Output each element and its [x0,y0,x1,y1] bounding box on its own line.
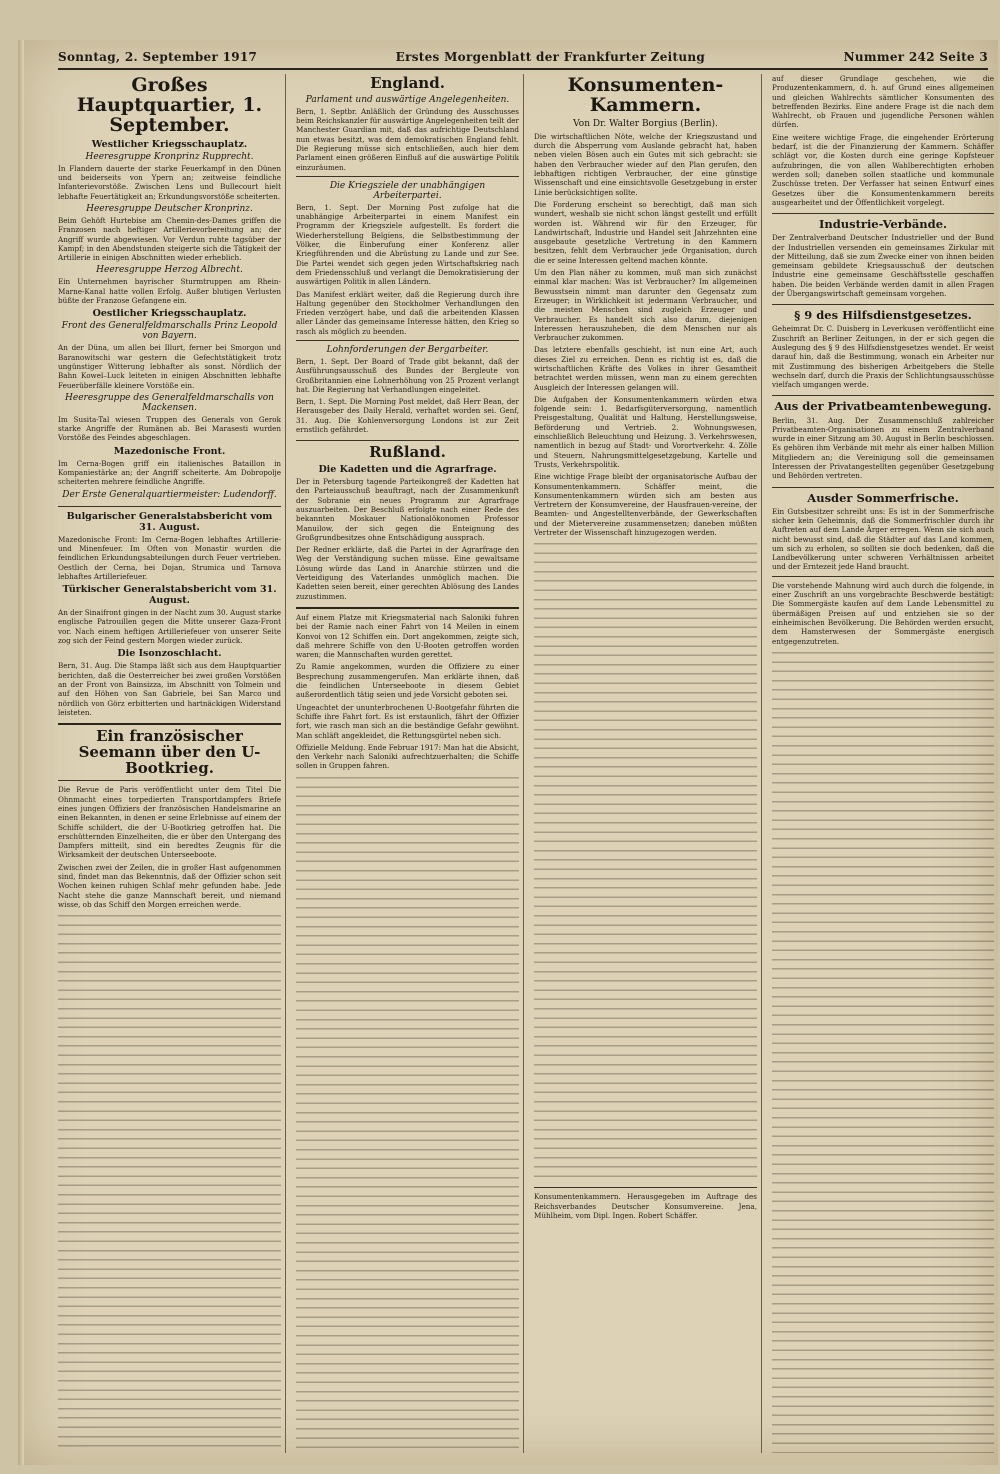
paragraph: Bern, 1. Sept. Der Morning Post zufolge hat die unabhängige Arbeiterpartei in einem Manifest ein Programm der Kriegsziele aufgestellt. Es fordert die Wiederherstellung Belgiens, die Selbstbestimmung der Völker, die Einberufung einer Konferenz aller Kriegführenden und die Abrüstung zu Lande und zur See. Die Partei wendet sich gegen jeden Wirtschaftskrieg nach dem Friedensschluß und verlangt die Demokratisierung der auswärtigen Politik in allen Ländern. [296,202,519,287]
paragraph: Die Aufgaben der Konsumentenkammern würden etwa folgende sein: 1. Bedarfsgüterversorgung, namentlich Preisgestaltung, Qualität und Haltung, Herstellungsweise, Beförderung und Vertrieb. 2. Wohnungswesen, einschließlich Beleuchtung und Heizung. 3. Verkehrswesen, namentlich in bezug auf Stadt- und Vorortverkehr. 4. Zölle und Steuern, Nahrungsmittelgesetzgebung, Kartelle und Trusts, Verkehrspolitik. [534,394,757,469]
article-hauptquartier [58,76,281,500]
masthead-paper: Erstes Morgenblatt der Frankfurter Zeitung [395,50,706,64]
paragraph: An der Düna, um allen bei Illurt, ferner bei Smorgon und Baranowitschi war gestern die Gefechtstätigkeit trotz ungünstiger Witterung lebhafter als sonst. Nördlich der Bahn Kowel–Luck leiteten in einigen Abschnitten lebhafte Feuerüberfälle kleinere Vorstöße ein. [58,343,281,390]
paragraph: Bern, 1. Sept. Die Morning Post meldet, daß Herr Bean, der Herausgeber des Daily Herald, verhaftet worden sei. Genf, 31. Aug. Die Kohlenversorgung Londons ist zur Zeit ernstlich gefährdet. [296,397,519,435]
paragraph: Die vorstehende Mahnung wird auch durch die folgende, in einer Zuschrift an uns vorgebrachte Beschwerde bestätigt: Die Sommergäste kaufen auf dem Lande Lebensmittel zu übermäßigen Preisen auf und entziehen sie so der einheimischen Bevölkerung. Die Behörden werden ersucht, dem Hamsterwesen der Sommergäste energisch entgegenzutreten. [772,580,994,646]
divider [296,176,519,177]
headline-england: England. [370,74,445,92]
headline-konsumenten: Konsumenten-Kammern. [567,74,724,116]
masthead-number: Nummer 242 Seite 3 [843,50,988,64]
text-lines [534,543,757,1183]
paragraph: Ein Gutsbesitzer schreibt uns: Es ist in der Sommerfrische sicher kein Geheimnis, daß die Sommerfrischler durch ihr Auftreten auf dem Lande Ärger erregen. Wenn sie sich auch nicht bewusst sind, daß die Städter auf das Land kommen, um sich zu erholen, so sollten sie doch bedenken, daß die Landbevölkerung unter schweren Verhältnissen arbeitet und der Erntezeit jede Hand braucht. [772,506,994,572]
paragraph: An der Sinaifront gingen in der Nacht zum 30. August starke englische Patrouillen gegen die Mitte unserer Gaza-Front vor. Nach einem heftigen Artilleriefeuer von unserer Seite zog sich der Feind gestern Morgen wieder zurück. [58,608,281,646]
divider [772,576,994,577]
army-group-leopold: Front des Generalfeldmarschalls Prinz Leopold von Bayern. [61,321,278,342]
section-east: Oestlicher Kriegsschauplatz. [92,308,247,320]
article-bulgarian-report [58,511,281,717]
column-3 [534,74,762,1453]
subheadline-kriegsziele: Die Kriegsziele der unabhängigen Arbeiterpartei. [329,180,486,201]
section-west: Westlicher Kriegsschauplatz. [91,138,248,150]
newspaper-page [18,40,998,1465]
army-group-rupprecht: Heeresgruppe Kronprinz Rupprecht. [85,151,254,162]
article-privatbeamte [772,400,994,480]
paragraph: Offizielle Meldung. Ende Februar 1917: Man hat die Absicht, den Verkehr nach Saloniki aufrechtzuerhalten; die Schiffe sollen in Gruppen fahren. [296,742,519,771]
paragraph: Der Redner erklärte, daß die Partei in der Agrarfrage den Weg der Verständigung suchen müsse. Eine gewaltsame Lösung würde das Land in Anarchie stürzen und die Verteidigung des Vaterlandes unmöglich machen. Die Kadetten seien bereit, einer gerechten Ablösung des Landes zuzustimmen. [296,545,519,601]
divider [58,506,281,507]
paragraph: Die Forderung erscheint so berechtigt, daß man sich wundert, weshalb sie nicht schon längst gestellt und erfüllt worden ist. Während wir für den Erzeuger, für Landwirtschaft, Industrie und Handel seit Jahrzehnten eine ausgebaute gesetzliche Vertretung in den Kammern besitzen, fehlt dem Verbraucher jede Organisation, durch die er seine Interessen geltend machen könnte. [534,199,757,265]
paragraph: Um den Plan näher zu kommen, muß man sich zunächst einmal klar machen: Was ist Verbraucher? Im allgemeinen Bewusstsein nimmt man darunter den Gegensatz zum Erzeuger; in Wirklichkeit ist jedermann Verbraucher, und die meisten Menschen sind zugleich Erzeuger und Verbraucher. Es handelt sich also darum, diejenigen Interessen herauszuheben, die dem Menschen nur als Verbraucher zukommen. [534,268,757,343]
paragraph: Zu Ramie angekommen, wurden die Offiziere zu einer Besprechung zusammengerufen. Man erklärte ihnen, daß die feindlichen Unterseeboote in diesem Gebiet außerordentlich tätig seien und jede Vorsicht geboten sei. [296,662,519,700]
headline-hauptquartier: Großes Hauptquartier, 1. September. [76,74,263,136]
headline-industrie: Industrie-Verbände. [818,217,948,232]
divider [296,340,519,341]
article-hilfsdienst [772,309,994,389]
column-2 [296,74,524,1453]
divider [534,1187,757,1188]
paragraph: Eine wichtige Frage bleibt der organisatorische Aufbau der Konsumentenkammern. Schäffer meint, die Konsumentenkammern würden sich am besten aus Vertretern der Konsumvereine, der Hausfrauen-vereine, der Beamten- und Angestelltenverbände, der Gewerkschaften und der Mietervereine zusammensetzen; daneben müßten Vertreter der Wissenschaft hinzugezogen werden. [534,472,757,538]
paragraph: Im Susita-Tal wiesen Truppen des Generals von Gerok starke Angriffe der Rumänen ab. Bei Marasesti wurden Vorstöße des Feindes abgeschlagen. [58,414,281,443]
article-konsumenten-continued [772,74,994,207]
subheadline-kadetten: Die Kadetten und die Agrarfrage. [318,464,497,476]
masthead [58,46,988,70]
column-4 [772,74,998,1453]
article-seemann-continued [296,613,519,771]
divider [296,607,519,609]
headline-russland: Rußland. [369,443,446,462]
headline-bulgarian: Bulgarischer Generalstabsbericht vom 31. August. [66,510,273,533]
paragraph: Eine weitere wichtige Frage, die eingehender Erörterung bedarf, ist die der Finanzierung der Kammern. Schäffer schlägt vor, die Kosten durch eine geringe Kopfsteuer aufzubringen, die von allen Wahlberechtigten erhoben werden soll; daneben sollen staatliche und kommunale Zuschüsse treten. Der Verfasser hat seinen Entwurf eines Gesetzes über die Konsumentenkammern bereits ausgearbeitet und der Öffentlichkeit vorgelegt. [772,132,994,207]
paragraph: Ungeachtet der ununterbrochenen U-Bootgefahr führten die Schiffe ihre Fahrt fort. Es ist erstaunlich, fährt der Offizier fort, wie rasch man sich an die beständige Gefahr gewöhnt. Man schläft angekleidet, die Rettungsgürtel neben sich. [296,702,519,740]
divider [772,304,994,305]
article-industrie [772,218,994,298]
paragraph: Das Manifest erklärt weiter, daß die Regierung durch ihre Haltung gegenüber den Stockholmer Verhandlungen den Frieden verzögert habe, und daß die arbeitenden Klassen aller Länder das gemeinsame Interesse hätten, den Krieg so rasch als möglich zu beenden. [296,289,519,336]
divider [58,780,281,781]
headline-turkish: Türkischer Generalstabsbericht vom 31. August. [62,584,277,607]
paragraph: Zwischen zwei der Zeilen, die in großer Hast aufgenommen sind, findet man das Bekenntnis, daß der Offizier schon seit Wochen keinen ruhigen Schlaf mehr gefunden habe. Jede Nacht stehe die ganze Mannschaft bereit, und niemand wisse, ob das Schiff den Morgen erreichen werde. [58,862,281,909]
army-group-mackensen: Heeresgruppe des Generalfeldmarschalls von Mackensen. [65,392,274,413]
divider [772,213,994,214]
headline-isonzo: Die Isonzoschlacht. [117,648,222,660]
paragraph: Bern, 31. Aug. Die Stampa läßt sich aus dem Hauptquartier berichten, daß die Oesterreicher bei zwei großen Vorstößen an der Front von Bainsizza, im Abschnitt von Tolmein und auf den Höhen von San Gabriele, bei San Marco und nördlich von Görz erbitterten und hartnäckigen Widerstand leisteten. [58,661,281,717]
headline-hilfsdienst: § 9 des Hilfsdienstgesetzes. [794,308,972,323]
paragraph: Das letztere ebenfalls geschieht, ist nun eine Art, auch dieses Ziel zu erreichen. Denn es richtig ist es, daß die wirtschaftlichen Kräfte des Volkes in ihrer Gesamtheit betrachtet werden müssen, wenn man zu einem gerechten Ausgleich der Interessen gelangen will. [534,345,757,392]
paragraph: Die Revue de Paris veröffentlicht unter dem Titel Die Ohnmacht eines torpedierten Transportdampfers Briefe eines jungen Offiziers der französischen Handelsmarine an einen Bekannten, in denen er seine Erlebnisse auf einem der Schiffe schildert, die der U-Bootkrieg getroffen hat. Die erschütternden Einzelheiten, die er über den Untergang des Dampfers mitteilt, sind ein beredtes Zeugnis für die Wirksamkeit der deutschen Unterseeboote. [58,785,281,860]
article-seemann [58,729,281,909]
article-sommerfrische [772,492,994,646]
divider [58,723,281,725]
paragraph: Im Cerna-Bogen griff ein italienisches Bataillon in Kompaniestärke an; der Angriff scheiterte. Am Dobropolje scheiterten mehrere feindliche Angriffe. [58,458,281,487]
paragraph: Mazedonische Front: Im Cerna-Bogen lebhaftes Artillerie- und Minenfeuer. Im Often von Monastir wurden die feindlichen Erkundungsabteilungen durch Feuer vertrieben. Oestlich der Cerna, bei Dojan, Strumica und Tarnova lebhaftes Artilleriefeuer. [58,534,281,581]
paragraph: Die wirtschaftlichen Nöte, welche der Kriegszustand und durch die Absperrung vom Auslande gebracht hat, haben neben vielen Bösen auch ein Gutes mit sich gebracht: sie haben den Verbraucher wieder auf den Plan gerufen, den lebhaftigen richtigen Verbraucher, der eine günstige Wissenschaft und eine einsichtsvolle Gesetzgebung in erster Linie berücksichtigen sollte. [534,131,757,197]
subheadline-lohn: Lohnforderungen der Bergarbeiter. [326,344,489,355]
paragraph: Der Zentralverband Deutscher Industrieller und der Bund der Industriellen versenden ein gemeinsames Zirkular mit der Mitteilung, daß sie zum Zwecke einer von ihnen beiden gemeinsam gebildete Kriegsausschuß der deutschen Industrie eine gemeinsame Geschäftsstelle geschaffen haben. Die beiden Verbände werden damit in allen Fragen der Übergangswirtschaft gemeinsam vorgehen. [772,233,994,298]
text-lines [58,915,281,1453]
paragraph: Bern, 1. Septbr. Anläßlich der Gründung des Ausschusses beim Reichskanzler für auswärtige Angelegenheiten teilt der Manchester Guardian mit, daß das aufrichtige Deutschland nun etwas besitzt, was dem demokratischen England fehlt. Die Regierung müsse sich entschließen, auch hier dem Parlament einen größeren Einfluß auf die auswärtige Politik einzuräumen. [296,106,519,172]
divider [772,487,994,488]
headline-privatbeamte: Aus der Privatbeamtenbewegung. [774,399,992,414]
section-macedonia: Mazedonische Front. [113,445,226,457]
article-konsumenten [534,76,757,537]
paragraph: Beim Gehöft Hurtebise am Chemin-des-Dames griffen die Franzosen nach heftiger Artillerievorbereitung an; der Angriff wurde abgewiesen. Vor Verdun ruhte tagsüber der Kampf; in den Abendstunden steigerte sich die Tätigkeit der Artillerie in einigen Abschnitten wieder erheblich. [58,216,281,263]
army-group-kronprinz: Heeresgruppe Deutscher Kronprinz. [86,204,253,214]
paragraph: Berlin, 31. Aug. Der Zusammenschluß zahlreicher Privatbeamten-Organisationen zu einem Zentralverband wurde in einer Sitzung am 30. August in Berlin beschlossen. Es gehören ihm Verbände mit mehr als einer halben Million Mitgliedern an; die Vereinigung soll die gemeinsamen Interessen der Privatangestellten gegenüber Gesetzgebung und Behörden vertreten. [772,415,994,481]
paragraph: In Flandern dauerte der starke Feuerkampf in den Dünen und beiderseits von Ypern an; zeitweise feindliche Infanterievorstöße. Zwischen Lens und Bullecourt hielt lebhafte Feuertätigkeit an; Erkundungsvorstöße scheiterten. [58,163,281,201]
text-lines [296,777,519,1453]
article-england [296,76,519,434]
divider [296,440,519,441]
paragraph: Geheimrat Dr. C. Duisberg in Leverkusen veröffentlicht eine Zuschrift an Berliner Zeitungen, in der er sich gegen die Auslegung des § 9 des Hilfsdienstgesetzes wendet. Er weist darauf hin, daß die Bestimmung, wonach ein Arbeiter nur mit Zustimmung des bisherigen Arbeitgebers die Stelle wechseln darf, durch die Praxis der Schlichtungsausschüsse vielfach umgangen werde. [772,324,994,390]
columns [58,74,994,1453]
paragraph: auf dieser Grundlage geschehen, wie die Produzentenkammern, d. h. auf Grund eines allgemeinen und gleichen Wahlrechts sämtlicher Konsumenten des betreffenden Bezirks. Eine andere Frage ist die nach dem Wahlrecht, ob Frauen und jugendliche Personen wählen dürfen. [772,74,994,130]
divider [772,395,994,396]
headline-sommerfrische: Ausder Sommerfrische. [807,490,959,505]
paragraph: Bern, 1. Sept. Der Board of Trade gibt bekannt, daß der Ausführungsausschuß des Bundes der Bergleute von Großbritannien eine Lohnerhöhung von 25 Prozent verlangt hat. Die Regierung hat Verhandlungen eingeleitet. [296,356,519,394]
subheadline-parlament: Parlament und auswärtige Angelegenheiten. [305,94,510,105]
paragraph: Ein Unternehmen bayrischer Sturmtruppen am Rhein-Marne-Kanal hatte vollen Erfolg. Außer blutigen Verlusten büßte der Franzose Gefangene ein. [58,277,281,306]
byline: Von Dr. Walter Borgius (Berlin). [573,118,718,129]
footnote: Konsumentenkammern. Herausgegeben im Auftrage des Reichsverbandes Deutscher Konsumvereine. Jena, Mühlheim, vom Dipl. Ingen. Robert Schäffer. [534,1192,757,1220]
signature: Der Erste Generalquartiermeister: Ludendorff. [62,489,277,500]
text-lines [772,652,994,1453]
article-russland [296,445,519,601]
masthead-date: Sonntag, 2. September 1917 [58,50,258,64]
headline-seemann: Ein französischer Seemann über den U-Bootkrieg. [78,727,261,777]
page-edge [18,40,24,1465]
paragraph: Der in Petersburg tagende Parteikongreß der Kadetten hat den Parteiausschuß beauftragt, nach der Zusammenkunft der Sobranie ein neues Programm zur Agrarfrage auszuarbeiten. Der Beschluß erfolgte nach einer Rede des bekannten Moskauer Nationalökonomen Professor Manuilow, der sich gegen die Enteignung des Großgrundbesitzes ohne Entschädigung aussprach. [296,477,519,542]
army-group-albrecht: Heeresgruppe Herzog Albrecht. [96,265,243,276]
paragraph: Auf einem Platze mit Kriegsmaterial nach Saloniki fuhren bei der Ramie nach einer Fahrt von 14 Meilen in einem Konvoi von 12 Schiffen ein. Dort angekommen, zeigte sich, daß mehrere Schiffe von den U-Booten getroffen worden waren; die Mannschaften wurden gerettet. [296,612,519,660]
column-1 [58,74,286,1453]
